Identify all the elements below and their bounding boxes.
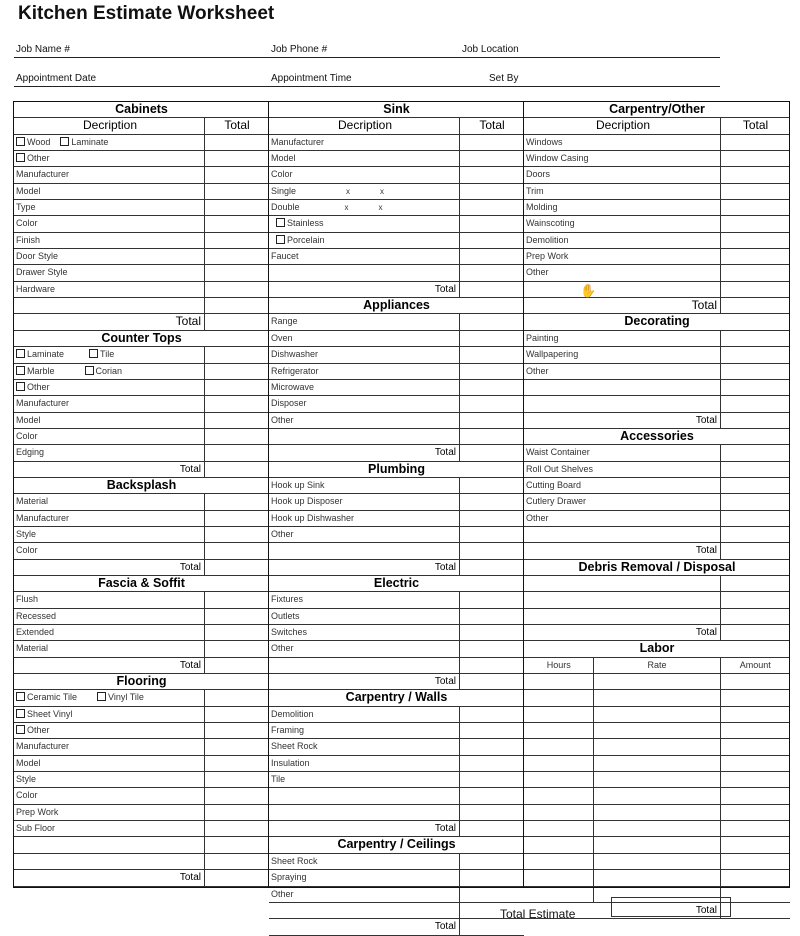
- column-header: Decription Total: [524, 118, 790, 134]
- other-checkbox[interactable]: [16, 153, 25, 162]
- list-item[interactable]: Type: [14, 200, 269, 216]
- sink-porcelain-row[interactable]: Porcelain: [269, 233, 524, 249]
- list-item[interactable]: Fixtures: [269, 592, 524, 608]
- sheet-vinyl-checkbox[interactable]: [16, 709, 25, 718]
- list-item[interactable]: Door Style: [14, 249, 269, 265]
- blank-row[interactable]: [524, 396, 790, 412]
- amount-column: Amount: [720, 658, 790, 673]
- section-plumbing: Plumbing: [269, 462, 524, 478]
- list-item[interactable]: Insulation: [269, 756, 524, 772]
- cabinets-wood-row[interactable]: Wood Laminate: [14, 135, 269, 151]
- blank-row[interactable]: [269, 429, 524, 445]
- column-header: Decription Total: [14, 118, 269, 134]
- section-cabinets: Cabinets: [14, 102, 269, 118]
- list-item[interactable]: Manufacturer: [269, 135, 524, 151]
- counter-marble-row[interactable]: Marble Corian: [14, 364, 269, 380]
- blank-row[interactable]: [269, 788, 524, 804]
- labor-row[interactable]: [524, 756, 790, 772]
- fascia-total-row[interactable]: Total: [14, 658, 269, 674]
- list-item[interactable]: Color: [14, 216, 269, 232]
- list-item[interactable]: Color: [14, 543, 269, 559]
- blank-row[interactable]: [269, 265, 524, 281]
- list-item[interactable]: Model: [14, 184, 269, 200]
- section-sink: Sink: [269, 102, 524, 118]
- laminate-checkbox[interactable]: [60, 137, 69, 146]
- list-item[interactable]: Doors: [524, 167, 790, 183]
- wood-checkbox[interactable]: [16, 137, 25, 146]
- list-item[interactable]: Edging: [14, 445, 269, 461]
- list-item[interactable]: Wainscoting: [524, 216, 790, 232]
- section-debris-removal: Debris Removal / Disposal: [524, 560, 790, 576]
- list-item[interactable]: Other: [269, 413, 524, 429]
- labor-row[interactable]: [524, 739, 790, 755]
- list-item[interactable]: Wallpapering: [524, 347, 790, 363]
- sink-stainless-row[interactable]: Stainless: [269, 216, 524, 232]
- blank-row[interactable]: [524, 576, 790, 592]
- list-item[interactable]: Framing: [269, 723, 524, 739]
- labor-row[interactable]: [524, 788, 790, 804]
- other-checkbox[interactable]: [16, 382, 25, 391]
- list-item[interactable]: Molding: [524, 200, 790, 216]
- list-item[interactable]: Tile: [269, 772, 524, 788]
- labor-row[interactable]: [524, 674, 790, 690]
- blank-row[interactable]: [269, 903, 524, 919]
- blank-row[interactable]: [269, 805, 524, 821]
- list-item[interactable]: Prep Work: [14, 805, 269, 821]
- list-item[interactable]: Model: [269, 151, 524, 167]
- list-item[interactable]: Recessed: [14, 609, 269, 625]
- stainless-checkbox[interactable]: [276, 218, 285, 227]
- vinyl-tile-checkbox[interactable]: [97, 692, 106, 701]
- list-item[interactable]: Window Casing: [524, 151, 790, 167]
- list-item[interactable]: Other: [524, 364, 790, 380]
- list-item[interactable]: Hook up Disposer: [269, 494, 524, 510]
- list-item[interactable]: Other: [269, 887, 524, 903]
- list-item[interactable]: Waist Container: [524, 445, 790, 461]
- labor-row[interactable]: [524, 707, 790, 723]
- flooring-sheet-vinyl-row[interactable]: Sheet Vinyl: [14, 707, 269, 723]
- list-item[interactable]: Other: [269, 527, 524, 543]
- counter-laminate-row[interactable]: Laminate Tile: [14, 347, 269, 363]
- rate-column: Rate: [593, 658, 719, 673]
- labor-row[interactable]: [524, 772, 790, 788]
- list-item[interactable]: Painting: [524, 331, 790, 347]
- labor-row[interactable]: [524, 821, 790, 837]
- blank-row[interactable]: [14, 298, 269, 314]
- backsplash-total-row[interactable]: Total: [14, 560, 269, 576]
- total-estimate-label: Total Estimate: [500, 907, 576, 921]
- blank-row[interactable]: [269, 543, 524, 559]
- appointment-date-label: Appointment Date: [16, 73, 97, 84]
- section-carpentry-other: Carpentry/Other: [524, 102, 790, 118]
- list-item[interactable]: Hardware: [14, 282, 269, 298]
- list-item[interactable]: Sheet Rock: [269, 854, 524, 870]
- counter-other-row[interactable]: Other: [14, 380, 269, 396]
- ceramic-tile-checkbox[interactable]: [16, 692, 25, 701]
- cabinets-other-row[interactable]: Other: [14, 151, 269, 167]
- labor-row[interactable]: [524, 837, 790, 853]
- list-item[interactable]: Demolition: [269, 707, 524, 723]
- walls-total-row[interactable]: Total: [269, 821, 524, 837]
- labor-row[interactable]: [524, 723, 790, 739]
- list-item[interactable]: Sheet Rock: [269, 739, 524, 755]
- list-item[interactable]: Color: [14, 788, 269, 804]
- plumbing-total-row[interactable]: Total: [269, 560, 524, 576]
- job-location-label: Job Location: [462, 44, 519, 55]
- list-item[interactable]: Color: [269, 167, 524, 183]
- section-fascia-soffit: Fascia & Soffit: [14, 576, 269, 592]
- cabinets-total-row[interactable]: Total: [14, 314, 269, 330]
- list-item[interactable]: Drawer Style: [14, 265, 269, 281]
- carpentry-other-total-row[interactable]: Total: [524, 298, 790, 314]
- porcelain-checkbox[interactable]: [276, 235, 285, 244]
- list-item[interactable]: Flush: [14, 592, 269, 608]
- list-item[interactable]: Style: [14, 527, 269, 543]
- blank-row[interactable]: [524, 380, 790, 396]
- hand-cursor-icon: ✋: [580, 283, 597, 298]
- list-item[interactable]: Oven: [269, 331, 524, 347]
- sink-total-row[interactable]: Total: [269, 282, 524, 298]
- electric-total-row[interactable]: Total: [269, 674, 524, 690]
- list-item[interactable]: Sub Floor: [14, 821, 269, 837]
- list-item[interactable]: Model: [14, 756, 269, 772]
- list-item[interactable]: Cutlery Drawer: [524, 494, 790, 510]
- job-line: [14, 57, 720, 58]
- section-appliances: Appliances: [269, 298, 524, 314]
- labor-row[interactable]: [524, 854, 790, 870]
- set-by-label: Set By: [489, 73, 519, 84]
- laminate-checkbox[interactable]: [16, 349, 25, 358]
- list-item[interactable]: Roll Out Shelves: [524, 462, 790, 478]
- section-backsplash: Backsplash: [14, 478, 269, 494]
- list-item[interactable]: Hook up Dishwasher: [269, 511, 524, 527]
- section-carpentry-walls: Carpentry / Walls: [269, 690, 524, 706]
- column-left: [14, 102, 269, 887]
- section-electric: Electric: [269, 576, 524, 592]
- list-item[interactable]: Disposer: [269, 396, 524, 412]
- section-flooring: Flooring: [14, 674, 269, 690]
- flooring-total-row[interactable]: Total: [14, 870, 269, 886]
- hours-column: Hours: [546, 659, 571, 670]
- sink-faucet-row[interactable]: Faucet: [269, 249, 524, 265]
- decorating-total-row[interactable]: Total: [524, 413, 790, 429]
- list-item[interactable]: Finish: [14, 233, 269, 249]
- list-item[interactable]: Cutting Board: [524, 478, 790, 494]
- section-carpentry-ceilings: Carpentry / Ceilings: [269, 837, 524, 853]
- list-item[interactable]: Switches: [269, 625, 524, 641]
- sink-double-row[interactable]: Double x x: [269, 200, 524, 216]
- list-item[interactable]: Manufacturer: [14, 739, 269, 755]
- list-item[interactable]: Other: [524, 511, 790, 527]
- column-middle: [269, 102, 524, 936]
- blank-row[interactable]: [524, 592, 790, 608]
- tile-checkbox[interactable]: [89, 349, 98, 358]
- column-divider: [268, 101, 269, 888]
- list-item[interactable]: Manufacturer: [14, 511, 269, 527]
- list-item[interactable]: Spraying: [269, 870, 524, 886]
- counter-total-row[interactable]: Total: [14, 462, 269, 478]
- debris-total-row[interactable]: Total: [524, 625, 790, 641]
- column-divider: [523, 101, 524, 888]
- page-title: Kitchen Estimate Worksheet: [18, 3, 275, 24]
- corian-checkbox[interactable]: [85, 366, 94, 375]
- list-item[interactable]: Trim: [524, 184, 790, 200]
- column-header: Decription Total: [269, 118, 524, 134]
- section-counter-tops: Counter Tops: [14, 331, 269, 347]
- accessories-total-row[interactable]: Total: [524, 543, 790, 559]
- sink-single-row[interactable]: Single x x: [269, 184, 524, 200]
- list-item[interactable]: Other: [269, 641, 524, 657]
- blank-row[interactable]: [524, 527, 790, 543]
- list-item[interactable]: Color: [14, 429, 269, 445]
- list-item[interactable]: Microwave: [269, 380, 524, 396]
- list-item[interactable]: Material: [14, 494, 269, 510]
- flooring-other-row[interactable]: Other: [14, 723, 269, 739]
- list-item[interactable]: Extended: [14, 625, 269, 641]
- labor-row[interactable]: [524, 690, 790, 706]
- section-decorating: Decorating: [524, 314, 790, 330]
- blank-row[interactable]: [14, 837, 269, 853]
- list-item[interactable]: Prep Work: [524, 249, 790, 265]
- list-item[interactable]: Demolition: [524, 233, 790, 249]
- list-item[interactable]: Outlets: [269, 609, 524, 625]
- list-item[interactable]: Range: [269, 314, 524, 330]
- blank-row[interactable]: [524, 609, 790, 625]
- list-item[interactable]: Other: [524, 265, 790, 281]
- list-item[interactable]: Manufacturer: [14, 396, 269, 412]
- marble-checkbox[interactable]: [16, 366, 25, 375]
- list-item[interactable]: Dishwasher: [269, 347, 524, 363]
- labor-total-row[interactable]: Total: [524, 903, 790, 919]
- list-item[interactable]: Manufacturer: [14, 167, 269, 183]
- column-right: [524, 102, 790, 919]
- job-phone-label: Job Phone #: [271, 44, 328, 55]
- labor-row[interactable]: [524, 870, 790, 886]
- blank-row[interactable]: [14, 854, 269, 870]
- other-checkbox[interactable]: [16, 725, 25, 734]
- appointment-time-label: Appointment Time: [271, 73, 352, 84]
- section-accessories: Accessories: [524, 429, 790, 445]
- list-item[interactable]: Hook up Sink: [269, 478, 524, 494]
- list-item[interactable]: Model: [14, 413, 269, 429]
- blank-row[interactable]: [524, 282, 790, 298]
- section-labor: Labor: [524, 641, 790, 657]
- appliances-total-row[interactable]: Total: [269, 445, 524, 461]
- job-name-label: Job Name #: [16, 44, 70, 55]
- total-estimate-field[interactable]: [611, 897, 731, 917]
- ceilings-total-row[interactable]: Total: [269, 919, 524, 935]
- labor-row[interactable]: [524, 805, 790, 821]
- blank-row[interactable]: [269, 658, 524, 674]
- flooring-ceramic-row[interactable]: Ceramic Tile Vinyl Tile: [14, 690, 269, 706]
- list-item[interactable]: Material: [14, 641, 269, 657]
- labor-header-row: [524, 658, 790, 674]
- list-item[interactable]: Refrigerator: [269, 364, 524, 380]
- appointment-line: [14, 86, 720, 87]
- list-item[interactable]: Style: [14, 772, 269, 788]
- list-item[interactable]: Windows: [524, 135, 790, 151]
